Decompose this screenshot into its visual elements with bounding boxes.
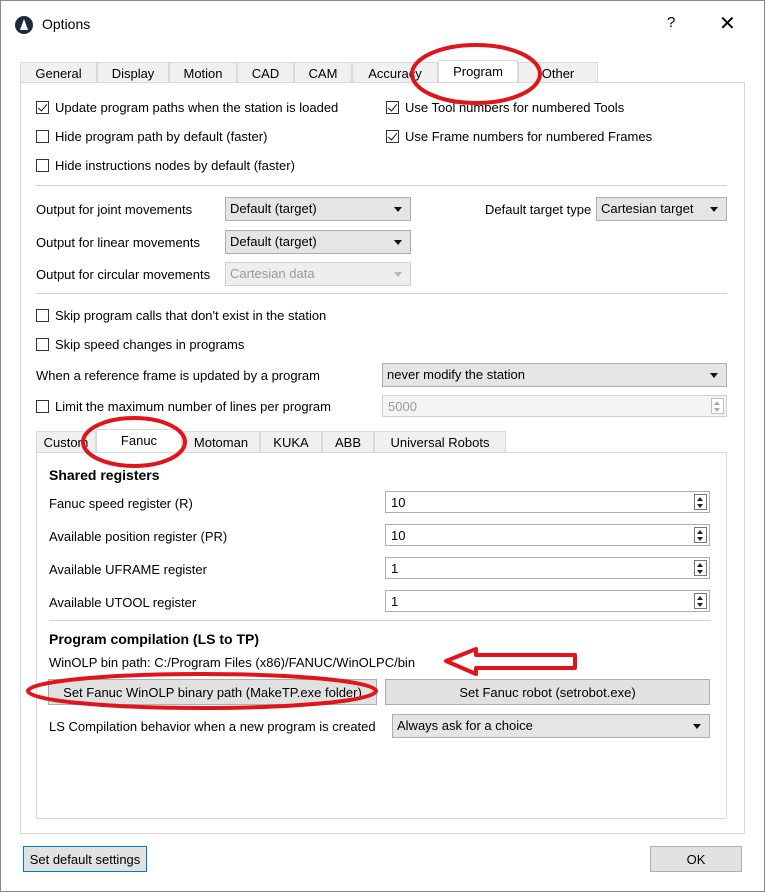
checkbox-icon <box>36 130 49 143</box>
limit-lines-checkbox[interactable] <box>36 399 331 414</box>
tab-kuka[interactable]: KUKA <box>260 431 322 452</box>
position-register-value: 10 <box>391 528 406 543</box>
chevron-down-icon <box>394 207 402 212</box>
main-tab-bar <box>20 62 620 83</box>
compilation-heading: Program compilation (LS to TP) <box>49 631 260 647</box>
ref-frame-select[interactable] <box>382 363 727 387</box>
title-bar <box>1 1 764 49</box>
default-target-select[interactable] <box>596 197 727 221</box>
position-register-spinbox[interactable] <box>385 524 710 546</box>
set-fanuc-robot-button[interactable]: Set Fanuc robot (setrobot.exe) <box>385 679 710 705</box>
checkbox-checked-icon <box>386 101 399 114</box>
skip-calls-label: Skip program calls that don't exist in the station <box>55 308 327 323</box>
chevron-down-icon <box>710 207 718 212</box>
divider <box>36 185 727 186</box>
use-tool-numbers-label: Use Tool numbers for numbered Tools <box>405 100 625 115</box>
ref-frame-value: never modify the station <box>387 367 526 382</box>
checkbox-icon <box>36 400 49 413</box>
tab-custom[interactable]: Custom <box>36 431 96 452</box>
divider <box>49 620 711 621</box>
ls-behavior-select[interactable] <box>392 714 710 738</box>
tab-motion[interactable]: Motion <box>169 62 237 83</box>
checkbox-icon <box>36 309 49 322</box>
output-linear-value: Default (target) <box>230 234 317 249</box>
robodk-app-icon <box>15 16 33 34</box>
skip-speed-checkbox[interactable] <box>36 337 244 352</box>
hide-instructions-checkbox[interactable] <box>36 158 295 173</box>
speed-register-spinbox[interactable] <box>385 491 710 513</box>
limit-lines-label: Limit the maximum number of lines per program <box>55 399 331 414</box>
close-button[interactable]: ✕ <box>719 13 736 35</box>
spin-arrows-icon[interactable] <box>694 527 707 543</box>
use-frame-numbers-checkbox[interactable] <box>386 129 652 144</box>
winolp-path-text: WinOLP bin path: C:/Program Files (x86)/FANUC/WinOLPC/bin <box>49 655 416 670</box>
uframe-register-value: 1 <box>391 561 399 576</box>
update-paths-checkbox[interactable] <box>36 100 338 115</box>
ref-frame-label: When a reference frame is updated by a program <box>36 368 320 383</box>
tab-general[interactable]: General <box>20 62 97 83</box>
set-default-settings-button[interactable]: Set default settings <box>23 846 147 872</box>
help-button[interactable]: ? <box>667 14 676 31</box>
chevron-down-icon <box>394 272 402 277</box>
tab-abb[interactable]: ABB <box>322 431 374 452</box>
checkbox-icon <box>36 159 49 172</box>
tab-motoman[interactable]: Motoman <box>182 431 260 452</box>
tab-universal-robots[interactable]: Universal Robots <box>374 431 506 452</box>
use-tool-numbers-checkbox[interactable] <box>386 100 624 115</box>
default-target-value: Cartesian target <box>601 201 694 216</box>
ok-button[interactable]: OK <box>650 846 742 872</box>
skip-speed-label: Skip speed changes in programs <box>55 337 245 352</box>
limit-lines-spinbox <box>382 395 727 417</box>
output-circular-value: Cartesian data <box>230 266 315 281</box>
output-joint-select[interactable] <box>225 197 411 221</box>
hide-path-label: Hide program path by default (faster) <box>55 129 268 144</box>
register-label: Available UFRAME register <box>49 562 207 577</box>
output-circular-select <box>225 262 411 286</box>
robot-brand-tab-bar <box>36 431 516 452</box>
register-label: Available UTOOL register <box>49 595 197 610</box>
hide-instructions-label: Hide instructions nodes by default (faster) <box>55 158 295 173</box>
use-frame-numbers-label: Use Frame numbers for numbered Frames <box>405 129 653 144</box>
output-circular-label: Output for circular movements <box>36 267 211 282</box>
output-joint-label: Output for joint movements <box>36 202 193 217</box>
spin-arrows-icon <box>711 398 724 414</box>
register-label: Available position register (PR) <box>49 529 228 544</box>
chevron-down-icon[interactable] <box>693 724 701 729</box>
spin-arrows-icon[interactable] <box>694 593 707 609</box>
ls-behavior-value: Always ask for a choice <box>397 718 533 733</box>
uframe-register-spinbox[interactable] <box>385 557 710 579</box>
output-linear-select[interactable] <box>225 230 411 254</box>
utool-register-value: 1 <box>391 594 399 609</box>
register-label: Fanuc speed register (R) <box>49 496 193 511</box>
divider <box>36 293 727 294</box>
checkbox-checked-icon <box>386 130 399 143</box>
window-title: Options <box>42 16 91 32</box>
output-linear-label: Output for linear movements <box>36 235 201 250</box>
tab-program[interactable]: Program <box>438 60 518 83</box>
limit-lines-value: 5000 <box>388 399 417 414</box>
chevron-down-icon <box>394 240 402 245</box>
update-paths-label: Update program paths when the station is loaded <box>55 100 339 115</box>
checkbox-checked-icon <box>36 101 49 114</box>
ls-behavior-label: LS Compilation behavior when a new program is created <box>49 719 376 734</box>
spin-arrows-icon[interactable] <box>694 494 707 510</box>
output-joint-value: Default (target) <box>230 201 317 216</box>
shared-registers-heading: Shared registers <box>49 467 160 483</box>
chevron-down-icon <box>710 373 718 378</box>
tab-display[interactable]: Display <box>97 62 169 83</box>
checkbox-icon <box>36 338 49 351</box>
speed-register-value: 10 <box>391 495 406 510</box>
spin-arrows-icon[interactable] <box>694 560 707 576</box>
utool-register-spinbox[interactable] <box>385 590 710 612</box>
skip-calls-checkbox[interactable] <box>36 308 326 323</box>
tab-fanuc[interactable]: Fanuc <box>96 429 182 452</box>
hide-path-checkbox[interactable] <box>36 129 267 144</box>
default-target-label: Default target type <box>485 202 592 217</box>
tab-cad[interactable]: CAD <box>237 62 294 83</box>
tab-accuracy[interactable]: Accuracy <box>352 62 438 83</box>
tab-other[interactable]: Other <box>518 62 598 83</box>
set-winolp-path-button[interactable]: Set Fanuc WinOLP binary path (MakeTP.exe folder) <box>48 679 377 705</box>
tab-cam[interactable]: CAM <box>294 62 352 83</box>
